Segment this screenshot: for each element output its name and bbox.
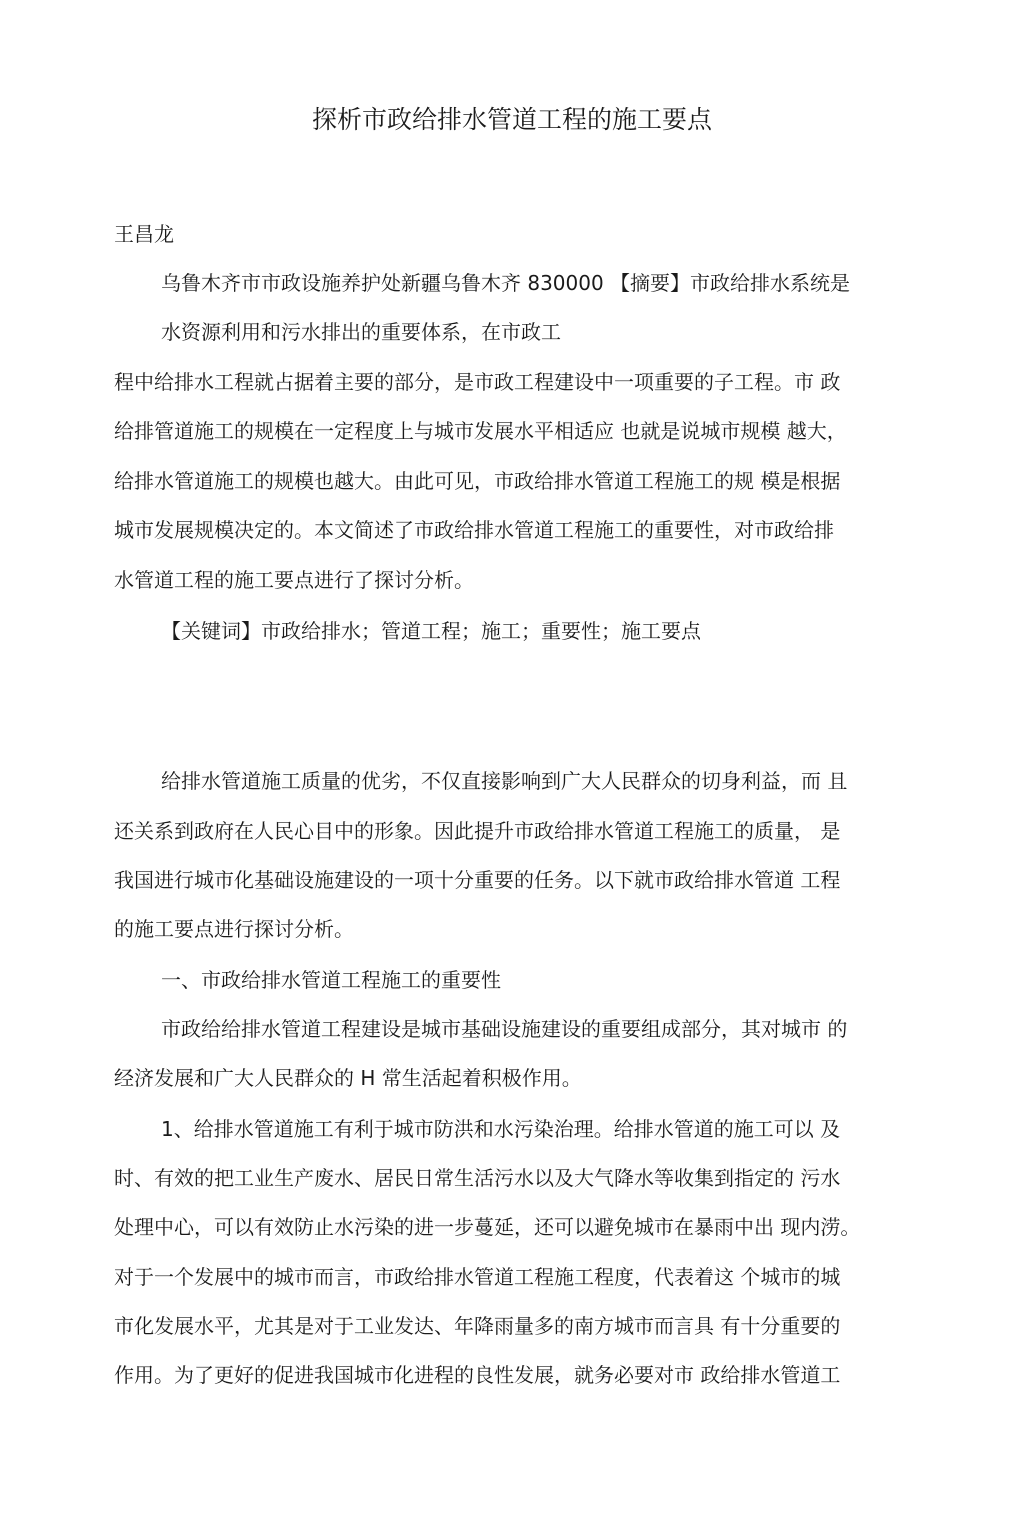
point-line: 市化发展水平，尤其是对于工业发达、年降雨量多的南方城市而言具 有十分重要的 [114, 1314, 841, 1338]
abstract-line: 水资源利用和污水排出的重要体系，在市政工 [161, 320, 561, 344]
intro-line: 给排水管道施工质量的优劣，不仅直接影响到广大人民群众的切身利益，而 且 [161, 769, 848, 793]
abstract-line: 给排管道施工的规模在一定程度上与城市发展水平相适应 也就是说城市规模 越大， [114, 419, 847, 443]
abstract-line: 城市发展规模决定的。本文简述了市政给排水管道工程施工的重要性，对市政给排 [114, 518, 834, 542]
point-line: 作用。为了更好的促进我国城市化进程的良性发展，就务必要对市 政给排水管道工 [114, 1363, 841, 1387]
point-line: 对于一个发展中的城市而言，市政给排水管道工程施工程度，代表着这 个城市的城 [114, 1265, 841, 1289]
point-line: 时、有效的把工业生产废水、居民日常生活污水以及大气降水等收集到指定的 污水 [114, 1166, 841, 1190]
section-line: 经济发展和广大人民群众的 H 常生活起着积极作用。 [114, 1066, 582, 1090]
keywords-line: 【关键词】市政给排水；管道工程；施工；重要性；施工要点 [161, 619, 701, 643]
abstract-line: 乌鲁木齐市市政设施养护处新疆乌鲁木齐 830000 【摘要】市政给排水系统是 [161, 271, 851, 295]
point-line: 1、给排水管道施工有利于城市防洪和水污染治理。给排水管道的施工可以 及 [161, 1117, 841, 1141]
abstract-line: 程中给排水工程就占据着主要的部分，是市政工程建设中一项重要的子工程。市 政 [114, 370, 841, 394]
section-line: 市政给给排水管道工程建设是城市基础设施建设的重要组成部分，其对城市 的 [161, 1017, 848, 1041]
point-line: 处理中心，可以有效防止水污染的进一步蔓延，还可以避免城市在暴雨中出 现内涝。 [114, 1215, 861, 1239]
abstract-line: 水管道工程的施工要点进行了探讨分析。 [114, 568, 474, 592]
intro-line: 的施工要点进行探讨分析。 [114, 917, 354, 941]
intro-line: 还关系到政府在人民心目中的形象。因此提升市政给排水管道工程施工的质量， 是 [114, 819, 841, 843]
author-name: 王昌龙 [114, 222, 174, 246]
intro-line: 我国进行城市化基础设施建设的一项十分重要的任务。以下就市政给排水管道 工程 [114, 868, 841, 892]
section-heading: 一、市政给排水管道工程施工的重要性 [161, 968, 501, 992]
document-title: 探析市政给排水管道工程的施工要点 [311, 105, 712, 134]
abstract-line: 给排水管道施工的规模也越大。由此可见，市政给排水管道工程施工的规 模是根据 [114, 469, 841, 493]
